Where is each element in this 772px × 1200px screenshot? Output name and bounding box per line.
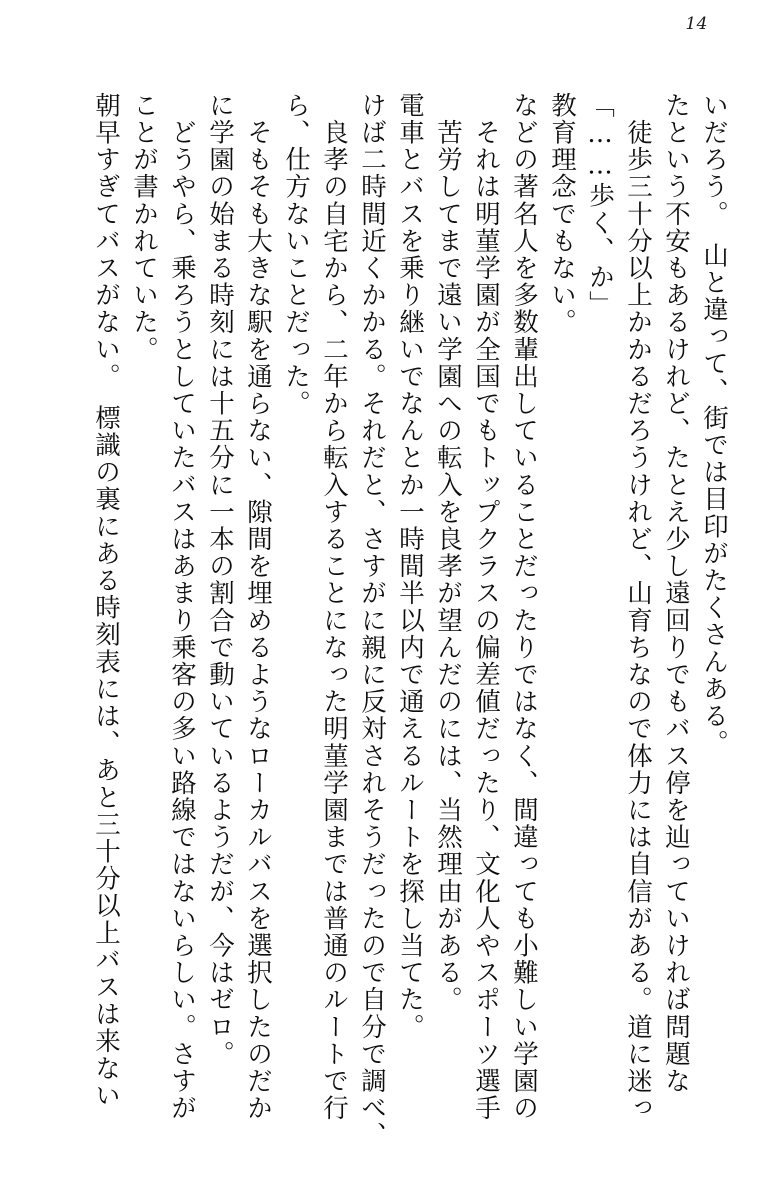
text-line: いだろう。 山と違って、街では目印がたくさんある。 [699,92,729,757]
text-line: どうやら、乗ろうとしていたバスはあまり乗客の多い路線ではないらしい。さすが [167,92,197,1122]
text-line: ら、仕方ないことだった。 [281,92,311,418]
text-line: たという不安もあるけれど、たとえ少し遠回りでもバス停を辿っていければ問題な [661,92,691,1095]
page-number: 14 [685,14,708,34]
text-line: 良孝の自宅から、二年から転入することになった明菫学園までは普通のルートで行 [319,92,349,1122]
text-line: そもそも大きな駅を通らない、隙間を埋めるようなローカルバスを選択したのだか [243,92,273,1122]
text-line: 「……歩く、か」 [585,92,615,318]
text-line: に学園の始まる時刻には十五分に一本の割合で動いているようだが、今はゼロ。 [205,92,235,1068]
text-line: それは明菫学園が全国でもトップクラスの偏差値だったり、文化人やスポーツ選手 [471,92,501,1122]
text-line: ことが書かれていた。 [129,92,159,363]
text-line: 徒歩三十分以上かかるだろうけれど、山育ちなので体力には自信がある。道に迷っ [623,92,653,1122]
vertical-text-body [52,92,729,1152]
text-line: けば二時間近くかかる。それだと、さすがに親に反対されそうだったので自分で調べ、 [357,92,387,1149]
text-line: 朝早すぎてバスがない。 標識の裏にある時刻表には、あと三十分以上バスは来ない [91,92,121,1110]
text-line: 教育理念でもない。 [547,92,577,336]
text-line: 苦労してまで遠い学園への転入を良孝が望んだのには、当然理由がある。 [433,92,463,1014]
text-line: 電車とバスを乗り継いでなんとか一時間半以内で通えるルートを探し当てた。 [395,92,425,1041]
text-line: などの著名人を多数輩出していることだったりではなく、間違っても小難しい学園の [509,92,539,1122]
